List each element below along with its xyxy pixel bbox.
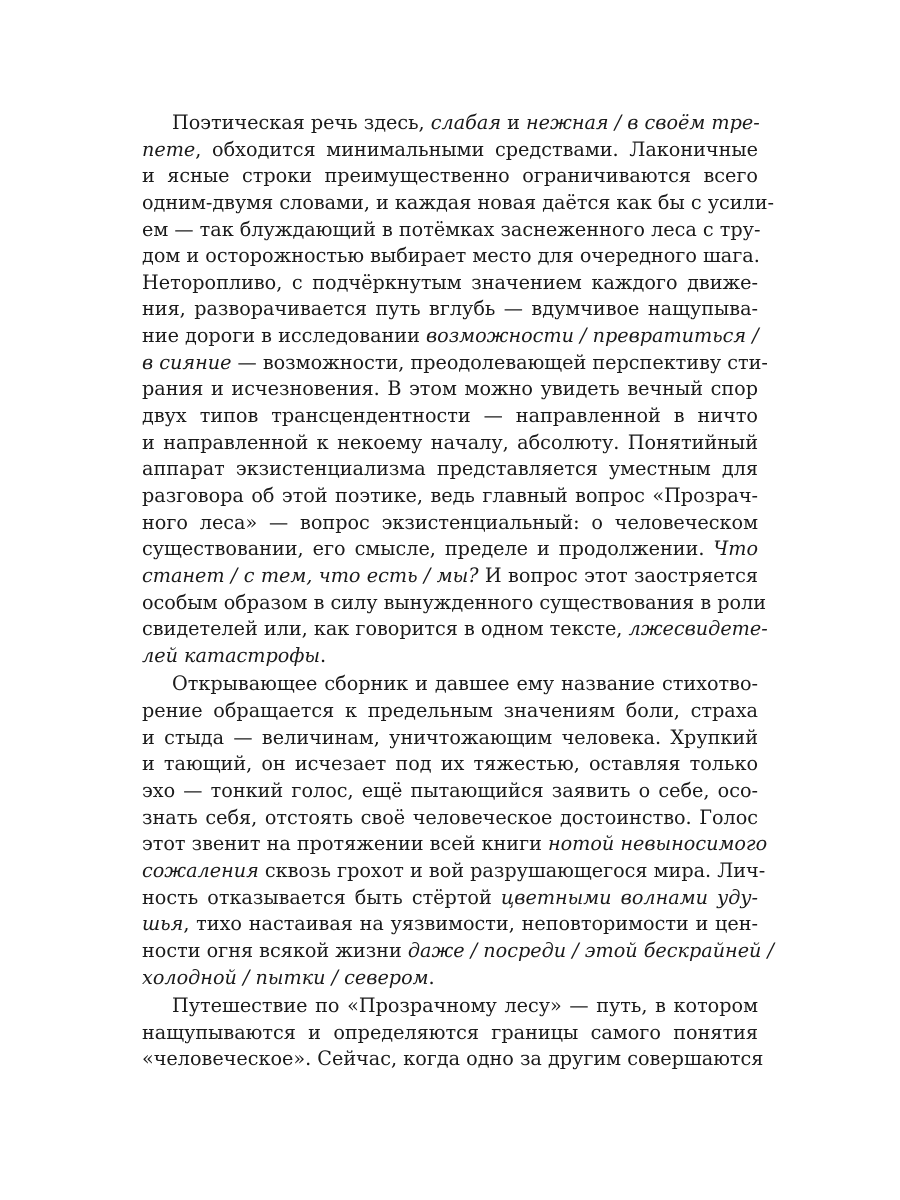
italic-quote: пете [142, 137, 196, 161]
text-line [142, 217, 761, 244]
text-run: этот звенит на протяжении всей книги [142, 832, 548, 856]
text-line [142, 323, 758, 350]
text-line [142, 778, 758, 805]
text-run: эхо — тонкий голос, ещё пытающийся заявить о себе, осо- [142, 779, 758, 803]
text-line [142, 698, 758, 725]
text-run: ние дороги в исследовании [142, 324, 426, 348]
text-line [142, 110, 758, 137]
text-run: дом и осторожностью выбирает место для очередного шага. [142, 244, 760, 268]
text-run: знать себя, отстоять своё человеческое достоинство. Голос [142, 805, 758, 829]
text-line [142, 805, 758, 832]
text-line [142, 751, 758, 778]
text-run: и ясные строки преимущественно ограничиваются всего [142, 164, 758, 188]
text-line [142, 163, 758, 190]
text-run: . [428, 965, 435, 989]
text-line [142, 993, 758, 1020]
text-run: ния, разворачивается путь вглубь — вдумчивое нащупыва- [142, 297, 758, 321]
text-line [142, 858, 766, 885]
text-run: ем — так блуждающий в потёмках заснеженного леса с тру- [142, 217, 761, 241]
paragraph [142, 110, 774, 669]
text-line [142, 376, 758, 403]
italic-quote: лжесвидете- [628, 617, 768, 641]
text-line [142, 671, 758, 698]
text-line [142, 938, 774, 965]
italic-quote: нотой невыносимого [547, 832, 768, 856]
text-line [142, 911, 758, 938]
paragraph [142, 993, 764, 1073]
text-line [142, 456, 758, 483]
italic-quote: холодной / пытки / севером [142, 965, 429, 989]
text-run: особым образом в силу вынужденного существования в роли [142, 590, 767, 614]
text-run: и стыда — величинам, уничтожающим человека. Хрупкий [142, 725, 758, 749]
text-line [142, 243, 758, 270]
text-line [142, 965, 758, 992]
text-run: , обходится минимальными средствами. Лаконичные [195, 137, 758, 161]
text-line [142, 270, 758, 297]
text-line [142, 430, 758, 457]
text-line [142, 350, 768, 377]
italic-quote: даже / посреди / этой бескрайней / [407, 938, 774, 962]
text-run: нащупываются и определяются границы самого понятия [142, 1020, 758, 1044]
text-run: Неторопливо, с подчёркнутым значением каждого движе- [142, 270, 758, 294]
text-line [142, 831, 768, 858]
text-run: рение обращается к предельным значениям боли, страха [142, 699, 758, 723]
text-line [142, 1046, 764, 1073]
text-line [142, 885, 758, 912]
italic-quote: шья [142, 912, 184, 936]
text-line [142, 590, 767, 617]
italic-quote: цветными волнами уду- [500, 885, 758, 909]
text-line [142, 137, 758, 164]
text-run: — возможности, преодолевающей перспективу сти- [231, 350, 768, 374]
text-run: И вопрос этот заостряется [478, 563, 759, 587]
text-run: и [501, 111, 527, 134]
text-line [142, 483, 758, 510]
text-line [142, 296, 758, 323]
text-line [142, 563, 758, 590]
text-line [142, 403, 758, 430]
text-line [142, 510, 758, 537]
text-run: Поэтическая речь здесь, [172, 111, 431, 134]
italic-quote: Что [713, 537, 758, 561]
text-run: ного леса» — вопрос экзистенциальный: о человеческом [142, 510, 758, 534]
text-run: ность отказывается быть стёртой [142, 885, 501, 909]
text-run: аппарат экзистенциализма представляется уместным для [142, 457, 758, 481]
text-line [142, 536, 758, 563]
italic-quote: слабая [430, 111, 502, 134]
text-run: и тающий, он исчезает под их тяжестью, оставляя только [142, 752, 758, 776]
italic-quote: возможности / превратиться / [425, 324, 759, 348]
text-run: , тихо настаивая на уязвимости, неповторимости и цен- [183, 912, 758, 936]
italic-quote: нежная / в своём тре- [526, 111, 760, 134]
text-run: существовании, его смысле, пределе и продолжении. [142, 537, 714, 561]
paragraph [142, 671, 774, 991]
text-run: разговора об этой поэтике, ведь главный вопрос «Прозрач- [142, 483, 758, 507]
text-run: рания и исчезновения. В этом можно увидеть вечный спор [142, 377, 758, 401]
italic-quote: в сияние [142, 350, 232, 374]
text-line [142, 1020, 758, 1047]
italic-quote: сожаления [142, 858, 259, 882]
italic-quote: станет / с тем, что есть / мы? [142, 563, 479, 587]
text-run: Путешествие по «Прозрачному лесу» — путь, в котором [172, 994, 758, 1018]
text-run: ности огня всякой жизни [142, 938, 408, 962]
text-line [142, 643, 758, 670]
text-run: и направленной к некоему началу, абсолюту. Понятийный [142, 430, 758, 454]
text-run: одним-двумя словами, и каждая новая даётся как бы с усили- [142, 190, 774, 214]
text-run: «человеческое». Сейчас, когда одно за другим совершаются [142, 1047, 764, 1071]
text-run: двух типов трансцендентности — направленной в ничто [142, 404, 758, 428]
body-text [142, 110, 774, 1073]
italic-quote: лей катастрофы [142, 643, 320, 667]
text-line [142, 725, 758, 752]
text-run: Открывающее сборник и давшее ему название стихотво- [172, 672, 758, 696]
text-run: сквозь грохот и вой разрушающегося мира. Лич- [258, 858, 766, 882]
text-run: . [319, 643, 327, 667]
text-run: свидетелей или, как говорится в одном тексте, [142, 617, 629, 641]
text-line [142, 190, 774, 217]
text-line [142, 616, 768, 643]
